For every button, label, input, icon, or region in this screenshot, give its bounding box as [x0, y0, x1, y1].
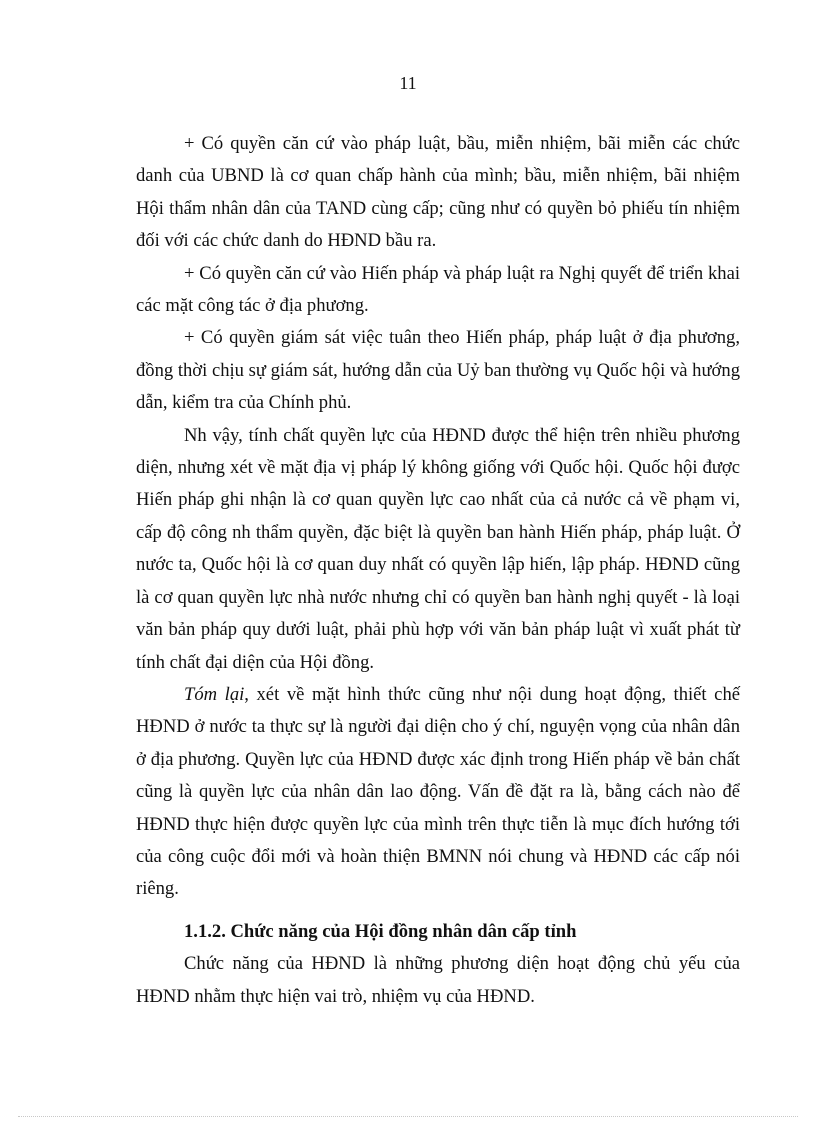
page-number: 11 — [399, 73, 417, 93]
paragraph-power-nature: Nh vậy, tính chất quyền lực của HĐND được thể hiện trên nhiều phương diện, nhưng xét về mặt địa vị pháp lý không giống với Quốc hội. Quốc hội được Hiến pháp ghi nhận là cơ quan quyền lực cao nhất của cả nước cả về phạm vi, cấp độ công nh thẩm quyền, đặc biệt là quyền ban hành Hiến pháp, pháp luật. Ở nước ta, Quốc hội là cơ quan duy nhất có quyền lập hiến, lập pháp. HĐND cũng là cơ quan quyền lực nhà nước nhưng chỉ có quyền ban hành nghị quyết - là loại văn bản pháp quy dưới luật, phải phù hợp với văn bản pháp luật vì xuất phát từ tính chất đại diện của Hội đồng. — [136, 424, 740, 673]
section-paragraph: Chức năng của HĐND là những phương diện hoạt động chủ yếu của HĐND nhằm thực hiện vai trò, nhiệm vụ của HĐND. — [136, 953, 740, 1007]
summary-text: , xét về mặt hình thức cũng như nội dung hoạt động, thiết chế HĐND ở nước ta thực sự là người đại diện cho ý chí, nguyện vọng của nhân dân ở địa phương. Quyền lực của HĐND được xác định trong Hiến pháp về bản chất cũng là quyền lực của nhân dân lao động. Vấn đề đặt ra là, bằng cách nào để HĐND thực hiện được quyền lực của mình trên thực tiễn là mục đích hướng tới của công cuộc đổi mới và hoàn thiện BMNN nói chung và HĐND các cấp nói riêng. — [136, 683, 740, 900]
paragraph-summary — [136, 679, 740, 906]
paragraph-resolution-powers: + Có quyền căn cứ vào Hiến pháp và pháp luật ra Nghị quyết để triển khai các mặt công tác ở địa phương. — [136, 262, 740, 317]
paragraph-supervision-powers: + Có quyền giám sát việc tuân theo Hiến pháp, pháp luật ở địa phương, đồng thời chịu sự giám sát, hướng dẫn của Uỷ ban thường vụ Quốc hội và hướng dẫn, kiểm tra của Chính phủ. — [136, 327, 740, 414]
page-bottom-divider — [18, 1116, 798, 1117]
summary-lead: Tóm lại — [184, 683, 245, 705]
paragraph-election-powers: + Có quyền căn cứ vào pháp luật, bầu, miễn nhiệm, bãi miễn các chức danh của UBND là cơ quan chấp hành của mình; bầu, miễn nhiệm, bãi nhiệm Hội thẩm nhân dân của TAND cùng cấp; cũng như có quyền bỏ phiếu tín nhiệm đối với các chức danh do HĐND bầu ra. — [136, 133, 740, 252]
document-body — [136, 128, 740, 1013]
section-heading: 1.1.2. Chức năng của Hội đồng nhân dân cấp tỉnh — [184, 920, 577, 942]
